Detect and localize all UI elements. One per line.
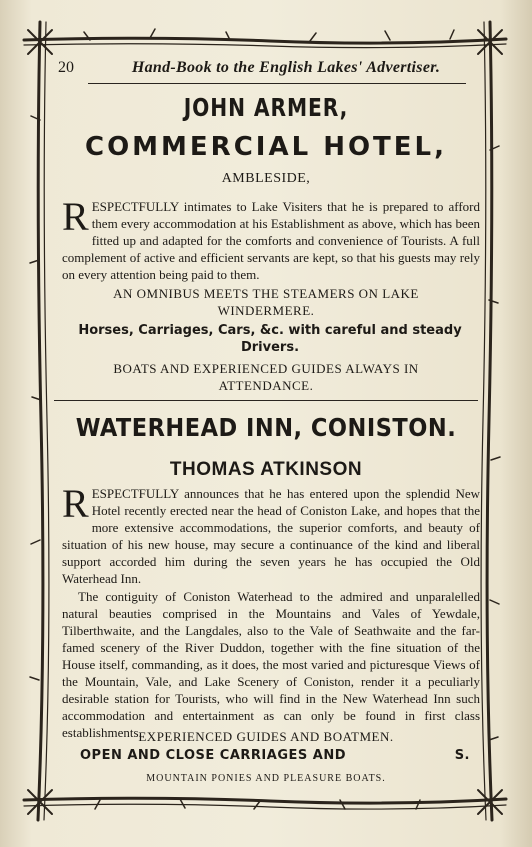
ad1-boats: BOATS AND EXPERIENCED GUIDES ALWAYS IN ATTENDANCE.: [113, 361, 419, 393]
ad2-guides: EXPERIENCED GUIDES AND BOATMEN.: [138, 729, 394, 744]
ad1-horses: Horses, Carriages, Cars, &c. with careful and steady Drivers.: [78, 323, 462, 355]
ad2-body-1: [62, 481, 480, 587]
ad1-proprietor: JOHN ARMER,: [183, 93, 349, 122]
ad2-carriages-tail: S.: [454, 748, 470, 763]
advertisement-page: [50, 40, 482, 800]
ad2-body-1-text: ESPECTFULLY announces that he has entered upon the splendid New Hotel recently erected near the head of Coniston Lake, and hopes that the more extensive accommodations, the superior comforts, and beauty of situation of his new house, may secure a continuance of the kind and liberal support accorded him during the seven years he has occupied the Old Waterhead Inn.: [62, 486, 480, 586]
section-divider: [54, 400, 478, 401]
ad1-dropcap: R: [62, 194, 89, 239]
header-rule: [88, 83, 466, 84]
ad2-body-2: The contiguity of Coniston Waterhead to the admired and unparalelled natural beauties comprised in the Mountains and Vales of Yewdale, Tilberthwaite, and the Langdales, also to the Vale of Seathwaite and the far-famed scenery of the River Duddon, together with the fine situation of the House itself, commanding, as it does, the most varied and picturesque Views of the Mountain, Vale, and Lake Scenery of Coniston, render it a peculiarly desirable station for Tourists, who will find in the New Waterhead Inn such accommodation and entertainment as can only be found in first class establishments.: [62, 589, 480, 740]
ad1-omnibus: AN OMNIBUS MEETS THE STEAMERS ON LAKE WINDERMERE.: [113, 286, 419, 318]
page-header: [58, 58, 474, 78]
ad2-carriages: OPEN AND CLOSE CARRIAGES AND: [80, 748, 346, 763]
ad2-inn-name: WATERHEAD INN, CONISTON.: [75, 413, 457, 442]
ad2-carriages-line: [80, 748, 470, 763]
ad2-ponies: MOUNTAIN PONIES AND PLEASURE BOATS.: [146, 773, 386, 784]
ad1-hotel-name: COMMERCIAL HOTEL,: [84, 132, 447, 162]
ad2-dropcap: R: [62, 481, 89, 526]
ad1-body: [62, 194, 480, 283]
ad1-body-text: ESPECTFULLY intimates to Lake Visiters that he is prepared to afford them every accommodation at his Establishment as above, which has been fitted up and adapted for the comforts and convenience of Tourists. A full complement of active and efficient servants are kept, so that his guests may rely on every attention being paid to them.: [62, 199, 480, 282]
running-title: Hand-Book to the English Lakes' Advertiser.: [131, 59, 441, 76]
ad1-location: AMBLESIDE,: [221, 171, 311, 186]
page-number: 20: [58, 59, 74, 76]
ad2-proprietor: THOMAS ATKINSON: [169, 459, 363, 480]
